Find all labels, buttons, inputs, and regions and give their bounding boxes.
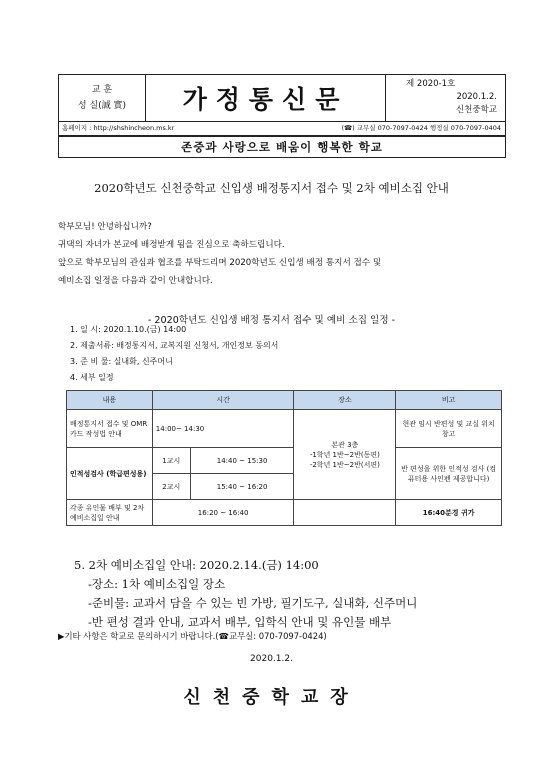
table-header-row	[67, 391, 502, 410]
table-cell: 현관 임시 반편성 및 교실 위치 창고	[396, 410, 502, 448]
principal-signature: 신천중학교장	[183, 687, 360, 708]
homepage-link[interactable]: 홈페이지 : http://shshincheon.ms.kr	[62, 124, 175, 132]
table-cell: 인적성검사 (학급편성용)	[67, 448, 153, 500]
issue-info	[386, 75, 505, 121]
schedule-table	[66, 390, 502, 526]
table-cell: 14:40 ~ 15:30	[190, 448, 294, 474]
motto-label: 교 훈	[91, 85, 113, 95]
school-motto	[59, 75, 146, 121]
place-grade1: -1학년 1반~2반(동편)	[309, 450, 380, 459]
table-cell: 14:00~ 14:30	[152, 410, 294, 448]
issue-number: 제 2020-1호	[406, 79, 456, 89]
school-slogan: 존중과 사랑으로 배움이 행복한 학교	[58, 136, 506, 158]
schedule-item-documents: 2. 제출서류: 배정통지서, 교복지원 신청서, 개인정보 동의서	[70, 341, 279, 350]
issuing-school: 신천중학교	[455, 105, 497, 115]
contact-bar	[58, 121, 506, 136]
table-row	[67, 500, 502, 526]
table-cell: 반 편성을 위한 인적성 검사 (컴퓨터용 사인펜 제공합니다)	[396, 448, 502, 500]
column-header: 내용	[67, 391, 153, 410]
phone-numbers: (☎) 교무실 070-7097-0424 행정실 070-7097-0404	[341, 124, 501, 132]
table-row	[67, 410, 502, 448]
place-grade2: -2학년 1반~2반(서편)	[309, 460, 380, 469]
column-header: 장소	[294, 391, 396, 410]
section-place: -장소: 1차 예비소집일 장소	[88, 577, 226, 591]
document-date: 2020.1.2.	[250, 654, 293, 664]
greeting: 학부모님! 안녕하십니까?	[58, 222, 152, 232]
place-cell	[294, 410, 396, 500]
intro-line: 예비소집 일정을 다음과 같이 안내합니다.	[58, 276, 213, 286]
table-cell: 16:20 ~ 16:40	[152, 500, 294, 526]
newsletter-title: 가정통신문	[146, 75, 386, 121]
header-box	[58, 74, 506, 122]
schedule-item-details: 4. 세부 일정	[70, 373, 114, 382]
table-cell: 15:40 ~ 16:20	[190, 474, 294, 500]
place-main: 본관 3층	[331, 440, 359, 449]
contact-note: ▶기타 사항은 학교로 문의하시기 바랍니다.(☎교무실: 070-7097-0424)	[58, 631, 327, 641]
table-cell: 1교시	[152, 448, 190, 474]
intro-line: 앞으로 학부모님의 관심과 협조를 부탁드리며 2020학년도 신입생 배정 통지서 접수 및	[58, 258, 382, 268]
second-orientation-section	[74, 556, 417, 632]
table-cell	[294, 500, 396, 526]
section-supplies: -준비물: 교과서 담을 수 있는 빈 가방, 필기도구, 실내화, 신주머니	[88, 596, 418, 610]
schedule-title: - 2020학년도 신입생 배정 통지서 접수 및 예비 소집 일정 -	[147, 315, 396, 326]
column-header: 시간	[152, 391, 294, 410]
table-row	[67, 448, 502, 474]
document-title: 2020학년도 신천중학교 신입생 배정통지서 접수 및 2차 예비소집 안내	[94, 181, 449, 195]
intro-line: 귀댁의 자녀가 본교에 배정받게 됨을 진심으로 축하드립니다.	[58, 240, 285, 250]
motto-text: 성 실(誠 實)	[77, 101, 127, 111]
section-notice: -반 편성 결과 안내, 교과서 배부, 입학식 안내 및 유인물 배부	[88, 615, 392, 629]
issue-date: 2020.1.2.	[456, 92, 497, 102]
table-cell: 2교시	[152, 474, 190, 500]
table-cell: 각종 유인물 배부 및 2차 예비소집일 안내	[67, 500, 153, 526]
schedule-item-supplies: 3. 준 비 물: 실내화, 신주머니	[70, 357, 173, 366]
table-cell: 16:40분경 귀가	[396, 500, 502, 526]
table-cell: 배정통지서 접수 및 OMR 카드 작성법 안내	[67, 410, 153, 448]
column-header: 비고	[396, 391, 502, 410]
section-heading: 5. 2차 예비소집일 안내: 2020.2.14.(금) 14:00	[74, 558, 319, 572]
schedule-item-date: 1. 일 시: 2020.1.10.(금) 14:00	[70, 325, 187, 334]
